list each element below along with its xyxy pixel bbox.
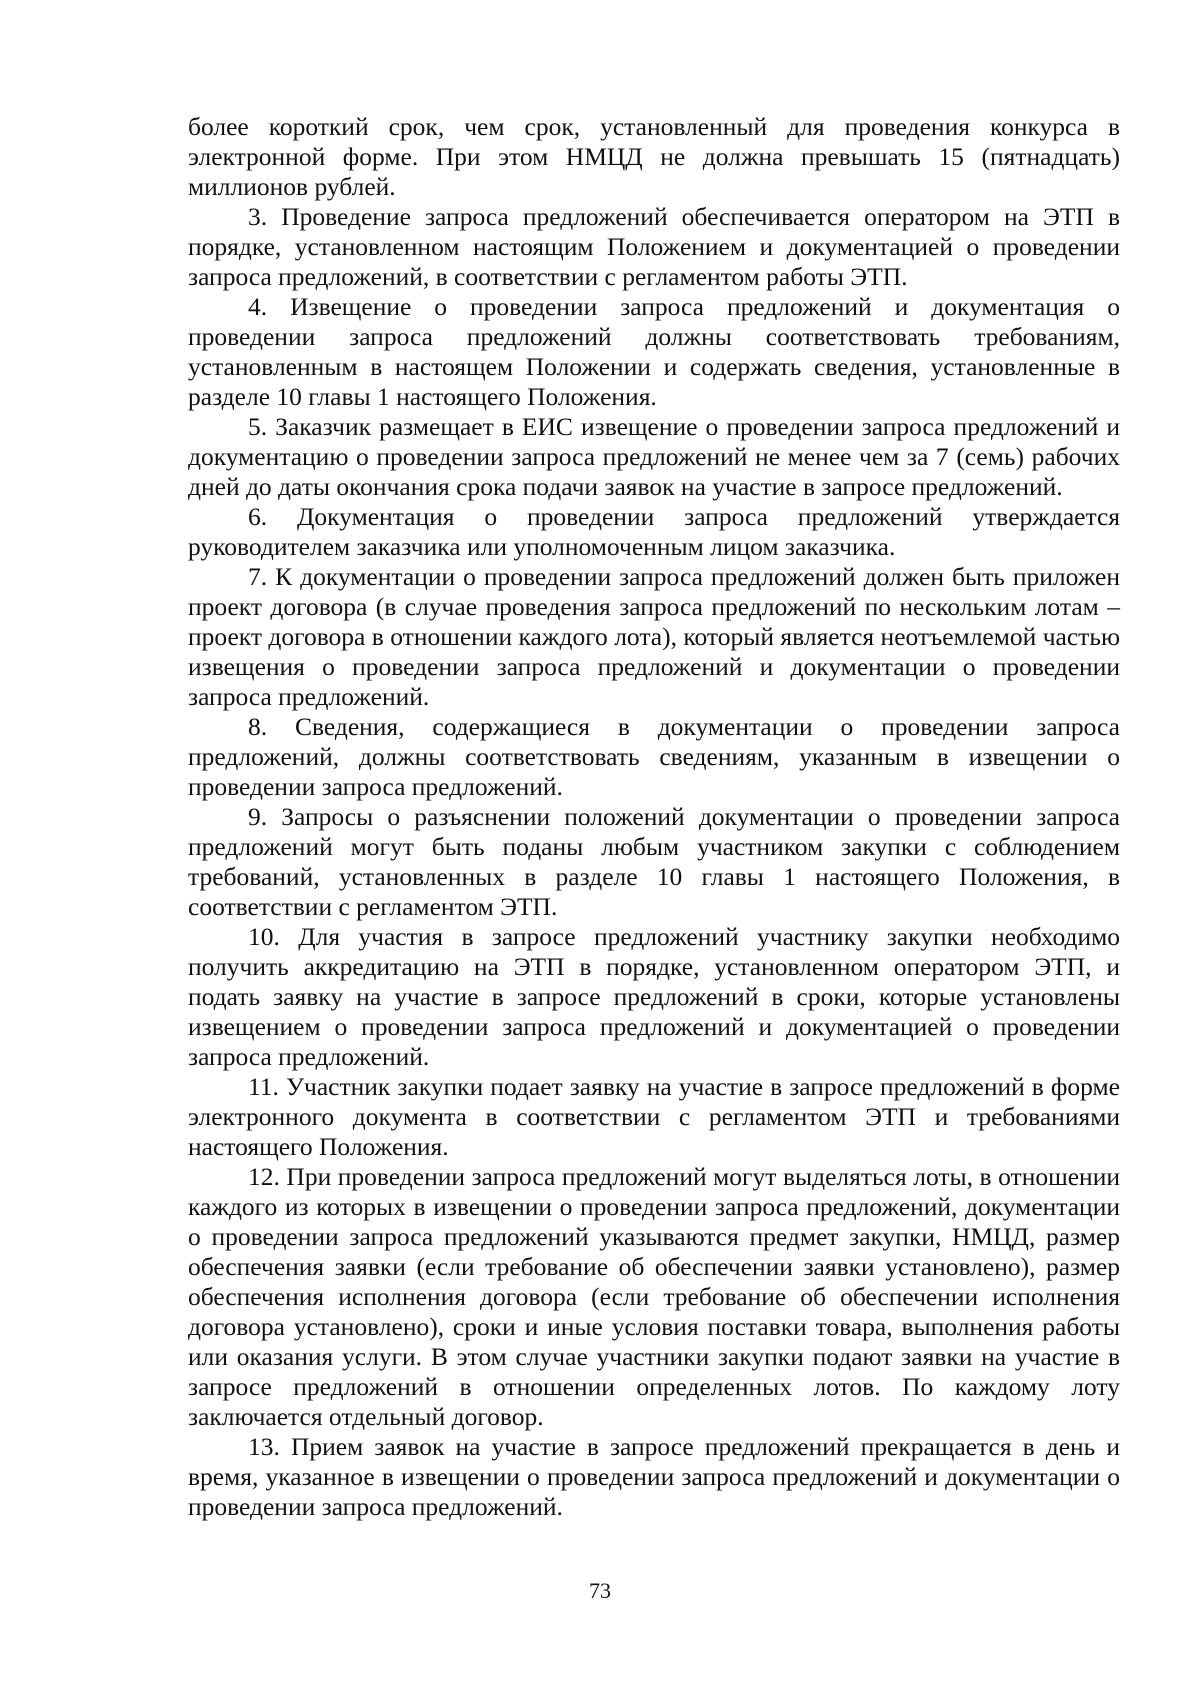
page-number: 73 [589, 1578, 611, 1603]
paragraph-item-7: 7. К документации о проведении запроса предложений должен быть приложен проект договора (в случае проведения запроса предложений по нескольким лотам – проект договора в отношении каждого лота), который является неотъемлемой частью извещения о проведении запроса предложений и документации о проведении запроса предложений. [188, 562, 1120, 711]
paragraph-item-6: 6. Документация о проведении запроса предложений утверждается руководителем заказчика или уполномоченным лицом заказчика. [188, 502, 1120, 561]
paragraph-item-5: 5. Заказчик размещает в ЕИС извещение о проведении запроса предложений и документацию о проведении запроса предложений не менее чем за 7 (семь) рабочих дней до даты окончания срока подачи заявок на участие в запросе предложений. [188, 412, 1120, 501]
paragraph-continuation: более короткий срок, чем срок, установленный для проведения конкурса в электронной форме. При этом НМЦД не должна превышать 15 (пятнадцать) миллионов рублей. [188, 112, 1120, 201]
paragraph-item-8: 8. Сведения, содержащиеся в документации о проведении запроса предложений, должны соответствовать сведениям, указанным в извещении о проведении запроса предложений. [188, 712, 1120, 801]
paragraph-item-12: 12. При проведении запроса предложений могут выделяться лоты, в отношении каждого из которых в извещении о проведении запроса предложений, документации о проведении запроса предложений указываются предмет закупки, НМЦД, размер обеспечения заявки (если требование об обеспечении заявки установлено), размер обеспечения исполнения договора (если требование об обеспечении исполнения договора установлено), сроки и иные условия поставки товара, выполнения работы или оказания услуги. В этом случае участники закупки подают заявки на участие в запросе предложений в отношении определенных лотов. По каждому лоту заключается отдельный договор. [188, 1162, 1120, 1431]
paragraph-item-11: 11. Участник закупки подает заявку на участие в запросе предложений в форме электронного документа в соответствии с регламентом ЭТП и требованиями настоящего Положения. [188, 1072, 1120, 1161]
paragraph-item-10: 10. Для участия в запросе предложений участнику закупки необходимо получить аккредитацию на ЭТП в порядке, установленном оператором ЭТП, и подать заявку на участие в запросе предложений в сроки, которые установлены извещением о проведении запроса предложений и документацией о проведении запроса предложений. [188, 922, 1120, 1071]
paragraph-item-3: 3. Проведение запроса предложений обеспечивается оператором на ЭТП в порядке, установленном настоящим Положением и документацией о проведении запроса предложений, в соответствии с регламентом работы ЭТП. [188, 202, 1120, 291]
document-page [188, 112, 1120, 1522]
paragraph-item-9: 9. Запросы о разъяснении положений документации о проведении запроса предложений могут быть поданы любым участником закупки с соблюдением требований, установленных в разделе 10 главы 1 настоящего Положения, в соответствии с регламентом ЭТП. [188, 802, 1120, 921]
paragraph-item-4: 4. Извещение о проведении запроса предложений и документация о проведении запроса предложений должны соответствовать требованиям, установленным в настоящем Положении и содержать сведения, установленные в разделе 10 главы 1 настоящего Положения. [188, 292, 1120, 411]
paragraph-item-13: 13. Прием заявок на участие в запросе предложений прекращается в день и время, указанное в извещении о проведении запроса предложений и документации о проведении запроса предложений. [188, 1432, 1120, 1521]
